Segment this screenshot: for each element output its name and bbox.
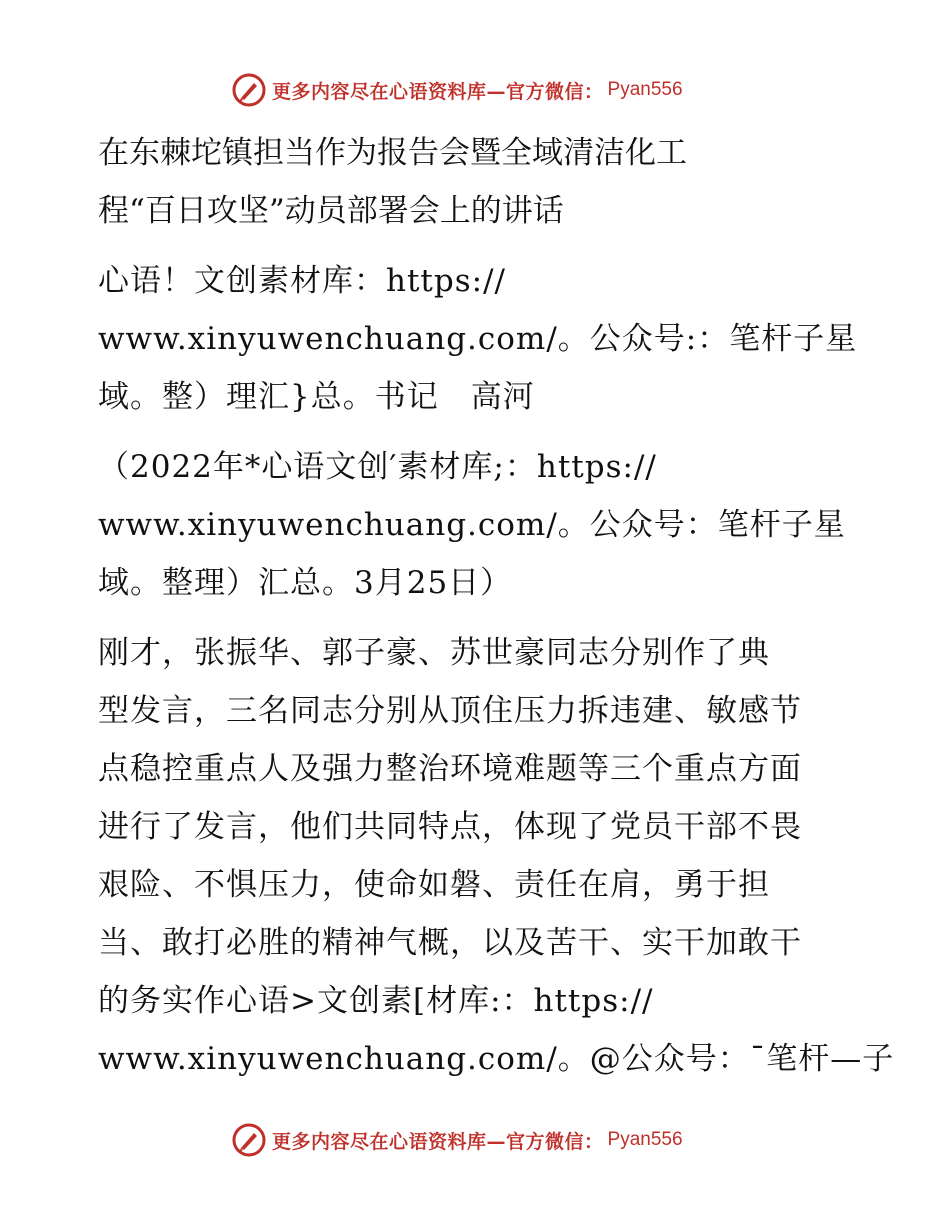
date-line: （2022年*心语文创′素材库;：https:// <box>98 449 657 485</box>
banner-account: Pyan556 <box>607 1129 683 1150</box>
body-line: 刚才，张振华、郭子豪、苏世豪同志分别作了典 <box>98 635 770 671</box>
title-line: 在东棘坨镇担当作为报告会暨全域清洁化工 <box>98 135 687 171</box>
date-line: 域。整理）汇总。3月25日） <box>98 565 513 601</box>
body-line: 点稳控重点人及强力整治环境难题等三个重点方面 <box>98 751 802 787</box>
quill-pen-logo-icon <box>232 1123 266 1157</box>
body-line: 当、敢打必胜的精神气概，以及苦干、实干加敢干 <box>98 925 802 961</box>
body-line: 型发言，三名同志分别从顶住压力拆违建、敏感节 <box>98 693 802 729</box>
title-line: 程“百日攻坚”动员部署会上的讲话 <box>98 193 564 229</box>
document-body <box>98 124 895 1100</box>
body-line: 进行了发言，他们共同特点，体现了党员干部不畏 <box>98 809 802 845</box>
body-line: www.xinyuwenchuang.com/。@公众号：¯笔杆—子 <box>98 1041 895 1077</box>
author-line: www.xinyuwenchuang.com/。公众号:：笔杆子星 <box>98 321 858 357</box>
banner-account: Pyan556 <box>607 79 683 100</box>
banner-text: 更多内容尽在心语资料库—官方微信： <box>272 1130 604 1153</box>
body-line: 艰险、不惧压力，使命如磐、责任在肩，勇于担 <box>98 867 770 903</box>
date-paragraph <box>98 438 858 612</box>
body-paragraph <box>98 624 895 1088</box>
date-line: www.xinyuwenchuang.com/。公众号：笔杆子星 <box>98 507 846 543</box>
quill-pen-logo-icon <box>232 73 266 107</box>
author-paragraph <box>98 252 858 426</box>
author-line: 域。整）理汇}总。书记 高河 <box>98 379 535 415</box>
document-title <box>98 124 858 240</box>
body-line: 的务实作心语>文创素[材库:：https:// <box>98 983 654 1019</box>
header-watermark-banner <box>232 70 683 110</box>
footer-watermark-banner <box>232 1120 683 1160</box>
banner-text: 更多内容尽在心语资料库—官方微信： <box>272 80 604 103</box>
author-line: 心语！文创素材库：https:// <box>98 263 506 299</box>
